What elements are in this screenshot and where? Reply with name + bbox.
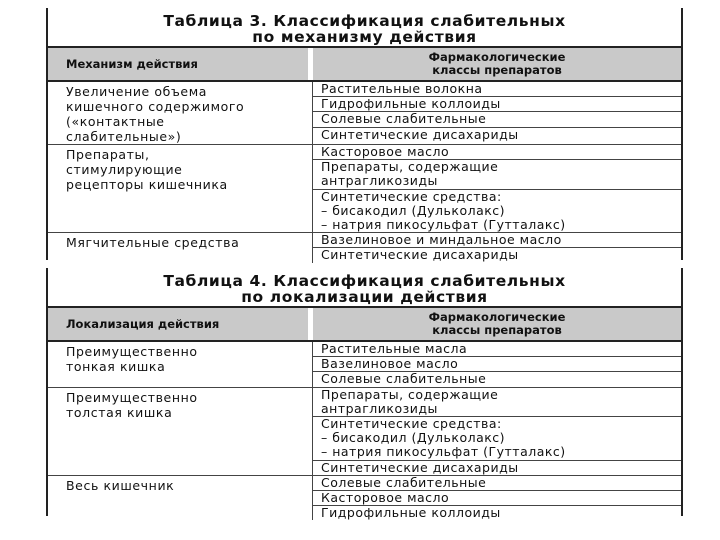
class-row xyxy=(313,160,681,189)
classes-cell xyxy=(313,82,681,144)
table-4-title: Таблица 4. Классификация слабительных по локализации действия xyxy=(163,272,566,306)
cell-line: Увеличение объема xyxy=(66,84,207,99)
classes-cell xyxy=(313,233,681,262)
class-line: Касторовое масло xyxy=(321,490,450,506)
table-group xyxy=(48,82,681,145)
table-group xyxy=(48,145,681,233)
class-line: – натрия пикосульфат (Гутталакс) xyxy=(321,217,566,233)
cell-line: («контактные xyxy=(66,114,165,129)
table-3-body xyxy=(48,82,681,263)
table-group xyxy=(48,388,681,476)
classes-cell xyxy=(313,145,681,232)
class-row xyxy=(313,233,681,248)
column-header-mechanism: Механизм действия xyxy=(48,48,313,80)
cell-line: слабительные») xyxy=(66,129,182,144)
class-row xyxy=(313,357,681,372)
cell-line: Мягчительные средства xyxy=(66,235,240,251)
cell-line: Преимущественно xyxy=(66,344,198,359)
table-group xyxy=(48,342,681,388)
column-header-classes: Фармакологические классы препаратов xyxy=(428,50,566,77)
location-cell xyxy=(48,388,313,475)
cell-line: кишечного содержимого xyxy=(66,99,245,114)
table-4-header xyxy=(48,306,681,342)
table-3 xyxy=(46,8,683,263)
class-line: Препараты, содержащие xyxy=(321,386,499,402)
class-line: Синтетические дисахариды xyxy=(321,247,519,263)
classes-cell xyxy=(313,388,681,475)
class-line: – бисакодил (Дульколакс) xyxy=(321,430,506,446)
class-row xyxy=(313,491,681,506)
table-group xyxy=(48,476,681,521)
classes-cell xyxy=(313,342,681,387)
class-line: Синтетические средства: xyxy=(321,416,502,432)
table-3-header xyxy=(48,46,681,82)
table-4-body xyxy=(48,342,681,520)
class-line: Синтетические дисахариды xyxy=(321,459,519,475)
location-cell xyxy=(48,342,313,387)
class-line: Препараты, содержащие xyxy=(321,159,499,175)
mechanism-cell xyxy=(48,82,313,144)
class-row xyxy=(313,248,681,262)
class-line: – бисакодил (Дульколакс) xyxy=(321,202,506,218)
table-4 xyxy=(46,268,683,521)
cell-line: рецепторы кишечника xyxy=(66,177,228,192)
class-line: Касторовое масло xyxy=(321,144,450,159)
cell-line: толстая кишка xyxy=(66,404,173,420)
class-line: антрагликозиды xyxy=(321,173,438,189)
class-line: Гидрофильные коллоиды xyxy=(321,96,501,112)
cell-line: тонкая кишка xyxy=(66,359,166,374)
class-line: Синтетические средства: xyxy=(321,188,502,204)
class-row xyxy=(313,82,681,97)
class-row xyxy=(313,417,681,461)
mechanism-cell xyxy=(48,145,313,232)
table-3-title: Таблица 3. Классификация слабительных по механизму действия xyxy=(163,12,566,46)
class-line: Солевые слабительные xyxy=(321,474,487,490)
location-cell xyxy=(48,476,313,521)
column-header-classes: Фармакологические классы препаратов xyxy=(428,310,566,337)
table-group xyxy=(48,233,681,262)
class-line: Солевые слабительные xyxy=(321,371,487,387)
column-header-location: Локализация действия xyxy=(48,308,313,340)
mechanism-cell xyxy=(48,233,313,262)
class-line: Растительные волокна xyxy=(321,81,483,96)
class-line: Гидрофильные коллоиды xyxy=(321,505,501,521)
class-row xyxy=(313,128,681,142)
class-line: Вазелиновое и миндальное масло xyxy=(321,232,562,248)
class-row xyxy=(313,342,681,357)
class-row xyxy=(313,190,681,233)
cell-line: Весь кишечник xyxy=(66,477,175,493)
class-line: Растительные масла xyxy=(321,341,468,356)
class-row xyxy=(313,388,681,417)
class-row xyxy=(313,145,681,160)
class-line: Синтетические дисахариды xyxy=(321,126,519,142)
class-row xyxy=(313,506,681,520)
class-row xyxy=(313,476,681,491)
class-row xyxy=(313,372,681,386)
class-line: – натрия пикосульфат (Гутталакс) xyxy=(321,444,566,460)
class-line: Вазелиновое масло xyxy=(321,356,459,372)
class-row xyxy=(313,97,681,112)
cell-line: Препараты, xyxy=(66,147,150,162)
class-row xyxy=(313,461,681,475)
cell-line: стимулирующие xyxy=(66,162,183,177)
class-line: Солевые слабительные xyxy=(321,111,487,127)
cell-line: Преимущественно xyxy=(66,389,198,405)
class-row xyxy=(313,112,681,127)
classes-cell xyxy=(313,476,681,521)
class-line: антрагликозиды xyxy=(321,400,438,416)
